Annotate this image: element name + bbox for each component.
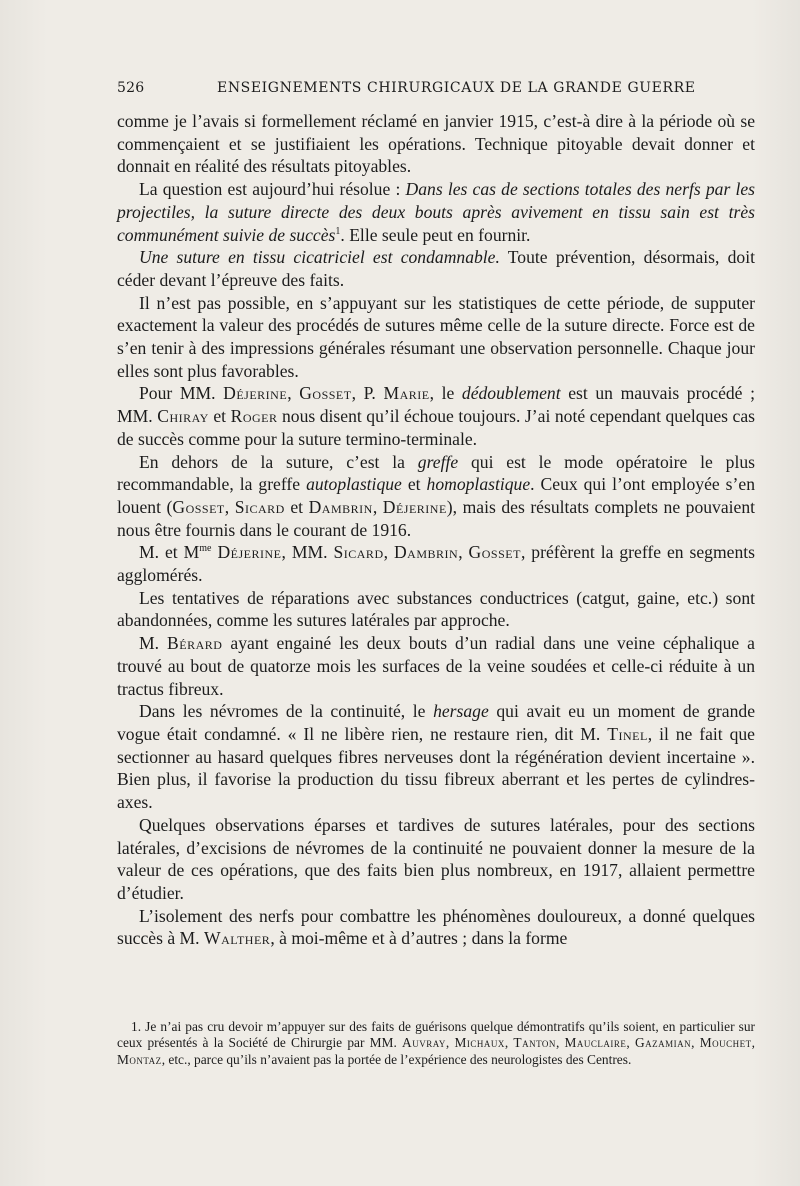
body-text <box>117 110 755 950</box>
author-name: Tanton <box>513 1035 556 1051</box>
paragraph: L’isolement des nerfs pour combattre les phénomènes douloureux, a donné quelques succès à M. Walther, à moi-même et à d’autres ; dans la forme <box>117 905 755 949</box>
author-name: Dambrin <box>393 542 459 563</box>
paragraph: Une suture en tissu cicatriciel est condamnable. Toute prévention, désormais, doit céder devant l’épreuve des faits. <box>117 247 755 290</box>
author-name: Gosset <box>299 383 352 404</box>
paragraph: Dans les névromes de la continuité, le hersage qui avait eu un moment de grande vogue était condamné. « Il ne libère rien, ne restaure rien, dit M. Tinel, il ne fait que sectionner au hasard quelques fibres nerveuses dont la régénération devient incertaine ». Bien plus, il favorise la production du tissu fibreux aberrant et les pertes de cylindres-axes. <box>117 701 755 813</box>
author-name: Dambrin <box>308 496 373 517</box>
paragraph: Les tentatives de réparations avec substances conductrices (catgut, gaine, etc.) sont abandonnées, comme les sutures latérales par approche. <box>117 587 755 631</box>
author-name: Mauclaire <box>564 1035 627 1051</box>
running-title: ENSEIGNEMENTS CHIRURGICAUX DE LA GRANDE GUERRE <box>217 80 696 96</box>
page-number: 526 <box>117 80 145 96</box>
author-name: Déjerine <box>223 383 288 404</box>
author-name: Auvray <box>402 1035 446 1051</box>
author-name: Michaux <box>454 1035 505 1051</box>
author-name: Sicard <box>234 496 285 517</box>
paragraph: Il n’est pas possible, en s’appuyant sur les statistiques de cette période, de supputer exactement la valeur des procédés de sutures même celle de la suture directe. Force est de s’en tenir à des impressions générales résumant une observation personnelle. Chaque jour elles sont plus favorables. <box>117 292 755 381</box>
author-name: Chiray <box>157 406 209 427</box>
footnote: 1. Je n’ai pas cru devoir m’appuyer sur des faits de guérisons quelque démontratifs qu’ils soient, en particulier sur ceux présentés à la Société de Chirurgie par MM. Auvray, Michaux, Tanton, Mauclaire, Gazamian, Mouchet, Montaz, etc., parce qu’ils n’avaient pas la portée de l’expérience des neurologistes des Centres. <box>117 1019 755 1067</box>
paragraph: Pour MM. Déjerine, Gosset, P. Marie, le dédoublement est un mauvais procédé ; MM. Chiray et Roger nous disent qu’il échoue toujours. J’ai noté cependant quelques cas de succès comme pour la suture termino-terminale. <box>117 383 755 449</box>
author-name: Tinel <box>607 723 648 744</box>
italic-thesis: Dans les cas de sections totales des nerfs par les projectiles, la suture directe des deux bouts après avivement en tissu sain est très communément suivie de succès <box>117 179 755 245</box>
author-name: Marie <box>383 383 430 404</box>
paragraph: En dehors de la suture, c’est la greffe qui est le mode opératoire le plus recommandable, la greffe autoplastique et homoplastique. Ceux qui l’ont employée s’en louent (Gosset, Sicard et Dambrin, Déjerine), mais des résultats complets ne pouvaient nous être fournis dans le courant de 1916. <box>117 451 756 540</box>
author-name: Gosset <box>468 542 521 563</box>
footnotes <box>117 1019 755 1068</box>
author-name: Déjerine <box>382 496 447 517</box>
author-name: Déjerine <box>217 542 282 563</box>
author-name: Roger <box>230 406 278 427</box>
paragraph: La question est aujourd’hui résolue : Dans les cas de sections totales des nerfs par les projectiles, la suture directe des deux bouts après avivement en tissu sain est très communément suivie de succès$^1$. Elle seule peut en fournir. <box>117 179 755 245</box>
paragraph: M. Bérard ayant engainé les deux bouts d’un radial dans une veine céphalique a trouvé au bout de quatorze mois les surfaces de la veine soudées et celle-ci réduite à un tractus fibreux. <box>117 633 755 699</box>
paragraph: Quelques observations éparses et tardives de sutures latérales, pour des sections latérales, d’excisions de névromes de la continuité ne pouvaient donner la mesure de la valeur de ces opérations, que des faits bien plus nombreux, en 1917, allaient permettre d’étudier. <box>117 814 755 903</box>
author-name: Gosset <box>172 496 225 517</box>
author-name: Montaz <box>117 1051 162 1067</box>
page-header <box>117 80 757 102</box>
author-name: Bérard <box>167 633 223 654</box>
author-name: Mouchet <box>699 1035 752 1051</box>
author-name: Gazamian <box>634 1035 692 1051</box>
paragraph: M. et $M^{me}$ Déjerine, MM. Sicard, Dambrin, Gosset, préfèrent la greffe en segments agglomérés. <box>117 542 756 586</box>
author-name: Walther <box>203 928 271 949</box>
footnote-number: 1. <box>131 1019 142 1034</box>
footnote-ref: 1 <box>335 225 341 237</box>
paragraph: comme je l’avais si formellement réclamé en janvier 1915, c’est-à dire à la période où se commençaient et se justifiaient les opérations. Technique pitoyable devait donner et donnait en réalité des résultats pitoyables. <box>117 111 755 177</box>
author-name: Sicard <box>333 542 384 563</box>
